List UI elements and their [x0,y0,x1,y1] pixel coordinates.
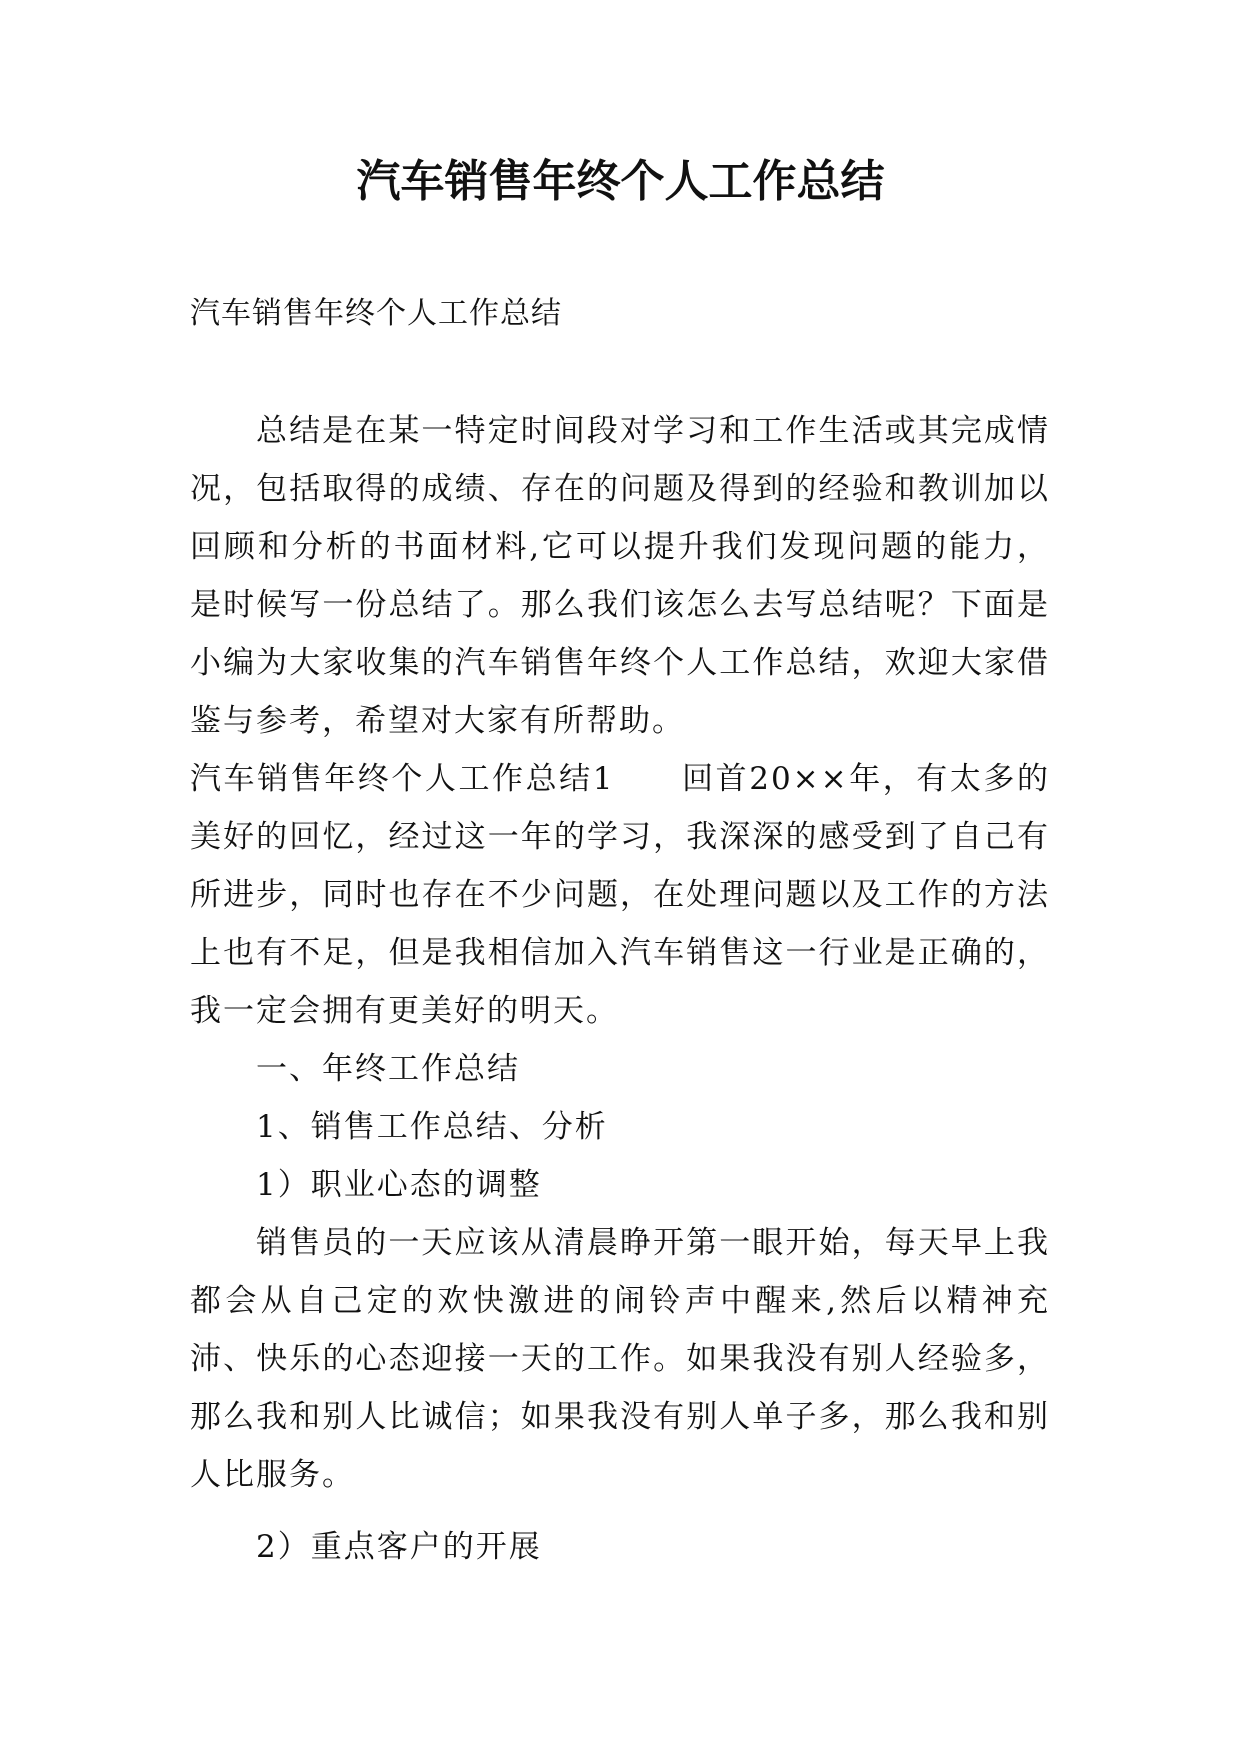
spacer [190,1504,1050,1518]
heading-key-clients: 2）重点客户的开展 [256,1529,542,1565]
heading-sales-summary: 1、销售工作总结、分析 [256,1109,608,1145]
heading-mindset: 1）职业心态的调整 [256,1167,542,1203]
intro-paragraph: 总结是在某一特定时间段对学习和工作生活或其完成情况，包括取得的成绩、存在的问题及得到的经验和教训加以回顾和分析的书面材料,它可以提升我们发现问题的能力，是时候写一份总结了。那么我们该怎么去写总结呢？下面是小编为大家收集的汽车销售年终个人工作总结，欢迎大家借鉴与参考，希望对大家有所帮助。 [190,413,1050,739]
mindset-paragraph: 销售员的一天应该从清晨睁开第一眼开始，每天早上我都会从自己定的欢快激进的闹铃声中醒来,然后以精神充沛、快乐的心态迎接一天的工作。如果我没有别人经验多，那么我和别人比诚信；如果我没有别人单子多，那么我和别人比服务。 [190,1225,1050,1493]
section-1-paragraph: 汽车销售年终个人工作总结1 回首20××年，有太多的美好的回忆，经过这一年的学习，我深深的感受到了自己有所进步，同时也存在不少问题，在处理问题以及工作的方法上也有不足，但是我相信加入汽车销售这一行业是正确的，我一定会拥有更美好的明天。 [190,761,1050,1029]
document-body [190,402,1050,1576]
document-subtitle: 汽车销售年终个人工作总结 [190,296,562,331]
heading-year-end-summary: 一、年终工作总结 [256,1051,520,1087]
document-title: 汽车销售年终个人工作总结 [356,156,885,207]
